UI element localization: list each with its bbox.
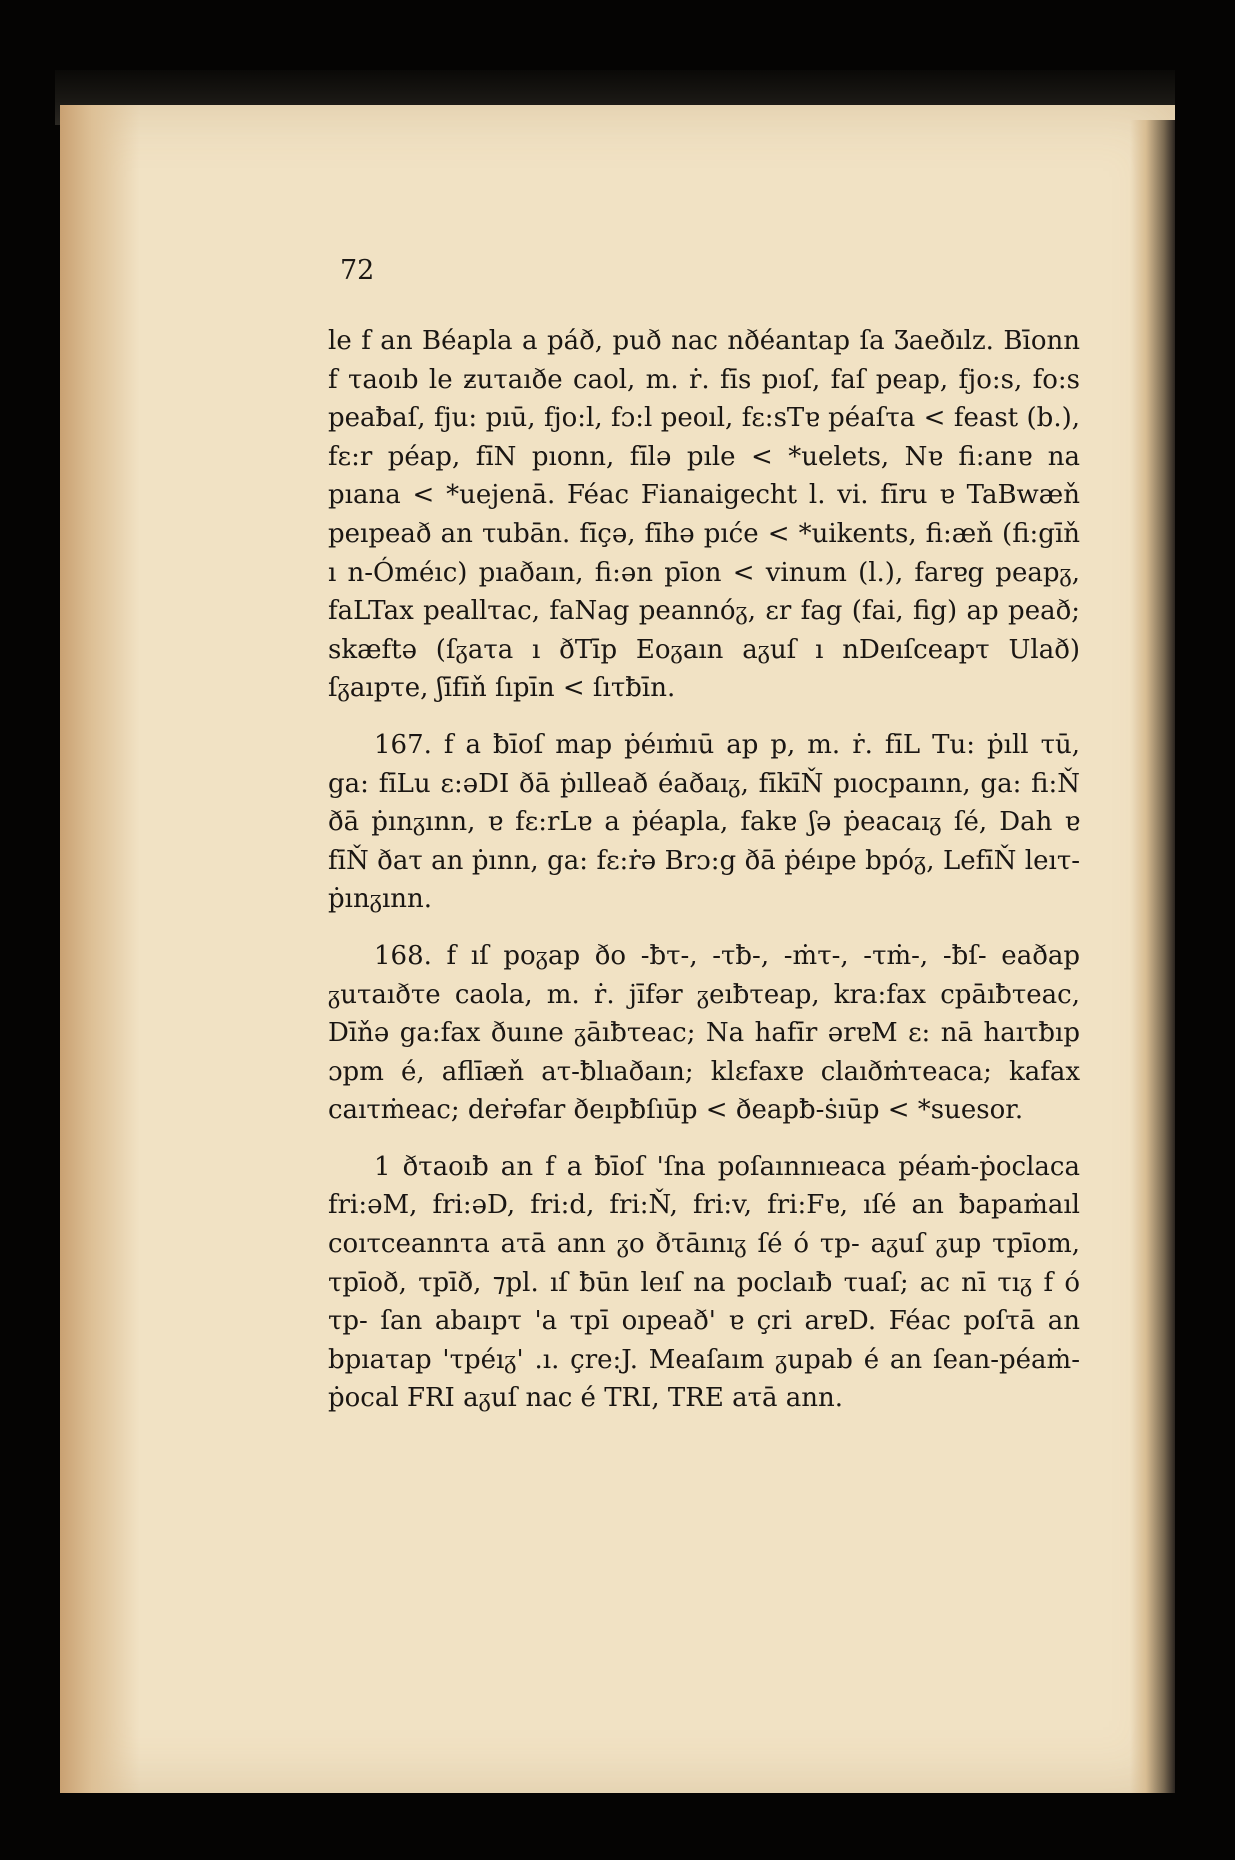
body-text (328, 322, 1080, 1418)
paragraph-section-167: 167. f a ƀīoſ map ṗéıṁıū ap p, m. ṙ. fīL Tu: ṗıll τū, ga: fīLu ɛ:əDI ðā ṗılleað éaðaıᵹ, fīkīŇ pıocpaınn, ga: fi:Ň ðā ṗınᵹınn, ɐ fɛ:rLɐ a ṗéapla, fakɐ ʃə ṗeacaıᵹ ſé, Dah ɐ fīŇ ðaτ an ṗınn, ga: fɛ:ṙə Brɔ:g ðā ṗéıpe bpóᵹ, LefīŇ leıτ-ṗınᵹınn. (328, 729, 1080, 915)
paragraph-footnote: 1 ðτaoıƀ an f a ƀīoſ 'ſna poſaınnıeaca péaṁ-ṗoclaca fri:əM, fri:əD, fri:d, fri:Ň, fri:v, fri:Fɐ, ıſé an ƀapaṁaıl coıτceannτa aτā ann ᵹo ðτāınıᵹ ſé ó τp- aᵹuſ ᵹup τpīom, τpīoð, τpīð, ⁊pl. ıſ ƀūn leıſ na poclaıƀ τuaſ; ac nī τıᵹ f ó τp- ſan abaıpτ 'a τpī oıpeað' ɐ çri arɐD. Féac poſτā an bpıaτap 'τpéıᵹ' .ı. çre:J. Meaſaım ᵹupab é an ſean-péaṁ-ṗocal FRI aᵹuſ nac é TRI, TRE aτā ann. (328, 1151, 1080, 1414)
paragraph-section-168: 168. f ıſ poᵹap ðo -ƀτ-, -τƀ-, -ṁτ-, -τṁ-, -ƀſ- eaðap ᵹuτaıðτe caola, m. ṙ. jīfər ᵹeıƀτeap, kra:fax cpāıƀτeac, Dīňə ga:fax ðuıne ᵹāıƀτeac; Na hafīr ərɐM ɛ: nā haıτƀıp ɔpm é, aflīæň aτ-ƀlıaðaın; klɛfaxɐ claıðṁτeaca; kafax caıτṁeac; deṙəfar ðeıpƀſıūp < ðeapƀ-ṡıūp < *suesor. (328, 940, 1080, 1126)
page-edge-right (1130, 120, 1175, 1793)
page-number: 72 (340, 255, 375, 286)
paragraph-continuation: le f an Béapla a páð, puð nac nðéantap ſa Ʒaeðılz. Bīonn f τaoıb le ƶuτaıðe caol, m. ṙ. fīs pıoſ, faſ peap, fjo:s, fo:s peaƀaſ, fju: pıū, fjo:l, fɔ:l peoıl, fɛ:sTɐ péaſτa < feast (b.), fɛ:r péap, fīN pıonn, fīlə pıle < *uelets, Nɐ fi:anɐ na pıana < *uejenā. Féac Fianaigecht l. vi. fīru ɐ TaBwæň peıpeað an τubān. fīçə, fīhə pıće < *uikents, fi:æň (fi:gīň ı n-Óméıc) pıaðaın, fi:ən pīon < vinum (l.), farɐg peapᵹ, faLTax peallτac, faNag peannóᵹ, ɛr fag (fai, fig) ap peað; skæftə (ſᵹaτa ı ðTīp Eoᵹaın aᵹuſ ı nDeıſceapτ Ulað) ſᵹaıpτe, ʃīfīň ſıpīn < ſıτƀīn. (328, 326, 1080, 704)
page-edge-left (60, 105, 140, 1793)
